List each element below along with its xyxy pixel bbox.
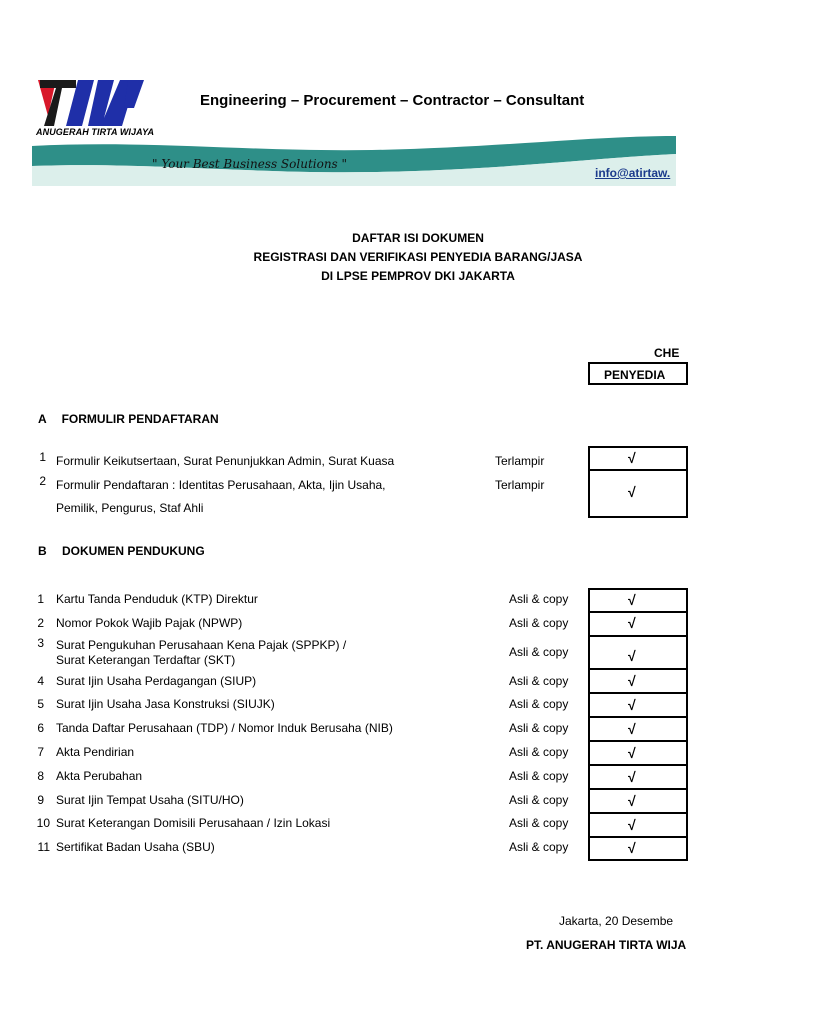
b-item-10-text: Surat Keterangan Domisili Perusahaan / Izin Lokasi [56, 816, 331, 830]
b-item-6-checkbox[interactable] [588, 716, 688, 742]
section-a-letter: A [38, 412, 47, 426]
b-item-8-checkbox[interactable] [588, 764, 688, 790]
check-mark-icon: √ [628, 769, 636, 785]
section-b-title: DOKUMEN PENDUKUNG [62, 544, 205, 558]
header-tagline: Engineering – Procurement – Contractor – Consultant [200, 92, 585, 109]
a-item-1-checkbox[interactable] [588, 446, 688, 471]
b-item-3-status: Asli & copy [509, 645, 569, 659]
b-item-9-checkbox[interactable] [588, 788, 688, 814]
section-b-heading [38, 544, 205, 558]
b-item-7-text: Akta Pendirian [56, 745, 135, 759]
check-mark-icon: √ [628, 793, 636, 809]
b-item-1-status: Asli & copy [509, 592, 569, 606]
check-mark-icon: √ [628, 817, 636, 833]
b-item-10-checkbox[interactable] [588, 812, 688, 838]
check-mark-icon: √ [628, 615, 636, 631]
b-item-5-status: Asli & copy [509, 697, 569, 711]
a-item-2-text: Formulir Pendaftaran : Identitas Perusahaan, Akta, Ijin Usaha, [56, 478, 386, 492]
b-item-5-text: Surat Ijin Usaha Jasa Konstruksi (SIUJK) [56, 697, 275, 711]
check-mark-icon: √ [628, 648, 636, 664]
b-item-8-status: Asli & copy [509, 769, 569, 783]
b-item-1-checkbox[interactable] [588, 588, 688, 613]
b-item-3-checkbox[interactable] [588, 635, 688, 670]
b-item-4-checkbox[interactable] [588, 668, 688, 694]
a-item-2-text-cont: Pemilik, Pengurus, Staf Ahli [56, 501, 204, 515]
check-mark-icon: √ [628, 721, 636, 737]
doc-title-line-3: DI LPSE PEMPROV DKI JAKARTA [321, 269, 515, 283]
b-item-7-status: Asli & copy [509, 745, 569, 759]
b-item-10-status: Asli & copy [509, 816, 569, 830]
header-banner [32, 136, 676, 186]
signature-place-date: Jakarta, 20 Desembe [559, 914, 674, 928]
check-mark-icon: √ [628, 592, 636, 608]
a-item-1-text: Formulir Keikutsertaan, Surat Penunjukkan Admin, Surat Kuasa [56, 454, 395, 468]
header-slogan: " Your Best Business Solutions " [152, 157, 348, 171]
b-item-4-text: Surat Ijin Usaha Perdagangan (SIUP) [56, 674, 257, 688]
b-item-7-checkbox[interactable] [588, 740, 688, 766]
a-item-2-status: Terlampir [495, 478, 545, 492]
b-item-9-text: Surat Ijin Tempat Usaha (SITU/HO) [56, 793, 244, 807]
a-item-1-number: 1 [39, 450, 46, 464]
b-item-9-number: 9 [37, 793, 44, 807]
b-item-2-status: Asli & copy [509, 616, 569, 630]
b-item-10-number: 10 [36, 816, 50, 830]
b-item-9-status: Asli & copy [509, 793, 569, 807]
doc-title-line-2: REGISTRASI DAN VERIFIKASI PENYEDIA BARANG/JASA [253, 250, 583, 264]
section-b-letter: B [38, 544, 47, 558]
check-mark-icon: √ [628, 697, 636, 713]
b-item-5-number: 5 [37, 697, 44, 711]
a-item-2-number: 2 [39, 474, 46, 488]
b-item-7-number: 7 [37, 745, 44, 759]
check-column-header: CHE [654, 346, 680, 360]
email-link[interactable]: info@atirtaw. [595, 166, 671, 180]
b-item-3-text-cont: Surat Keterangan Terdaftar (SKT) [56, 653, 236, 667]
b-item-11-checkbox[interactable] [588, 836, 688, 861]
b-item-4-status: Asli & copy [509, 674, 569, 688]
b-item-8-text: Akta Perubahan [56, 769, 143, 783]
b-item-3-text: Surat Pengukuhan Perusahaan Kena Pajak (SPPKP) / [56, 638, 347, 652]
penyedia-header-box [588, 362, 688, 385]
check-mark-icon: √ [628, 484, 636, 500]
b-item-11-text: Sertifikat Badan Usaha (SBU) [56, 840, 215, 854]
b-item-1-number: 1 [37, 592, 44, 606]
b-item-6-number: 6 [37, 721, 44, 735]
b-item-1-text: Kartu Tanda Penduduk (KTP) Direktur [56, 592, 258, 606]
b-item-2-checkbox[interactable] [588, 611, 688, 637]
b-item-4-number: 4 [37, 674, 44, 688]
signature-company: PT. ANUGERAH TIRTA WIJA [526, 938, 687, 952]
section-a-heading [38, 412, 219, 426]
b-item-3-number: 3 [37, 636, 44, 650]
logo-company-name: ANUGERAH TIRTA WIJAYA [36, 127, 155, 137]
check-mark-icon: √ [628, 745, 636, 761]
doc-title-line-1: DAFTAR ISI DOKUMEN [352, 231, 484, 245]
b-item-2-text: Nomor Pokok Wajib Pajak (NPWP) [56, 616, 243, 630]
b-item-8-number: 8 [37, 769, 44, 783]
b-item-6-text: Tanda Daftar Perusahaan (TDP) / Nomor Induk Berusaha (NIB) [56, 721, 393, 735]
a-item-2-checkbox[interactable] [588, 469, 688, 518]
a-item-1-status: Terlampir [495, 454, 545, 468]
b-item-11-status: Asli & copy [509, 840, 569, 854]
check-mark-icon: √ [628, 673, 636, 689]
check-mark-icon: √ [628, 450, 636, 466]
b-item-6-status: Asli & copy [509, 721, 569, 735]
penyedia-header-label: PENYEDIA [604, 368, 666, 382]
check-mark-icon: √ [628, 840, 636, 856]
b-item-11-number: 11 [37, 840, 50, 854]
b-item-2-number: 2 [37, 616, 44, 630]
b-item-5-checkbox[interactable] [588, 692, 688, 718]
section-a-title: FORMULIR PENDAFTARAN [61, 412, 219, 426]
